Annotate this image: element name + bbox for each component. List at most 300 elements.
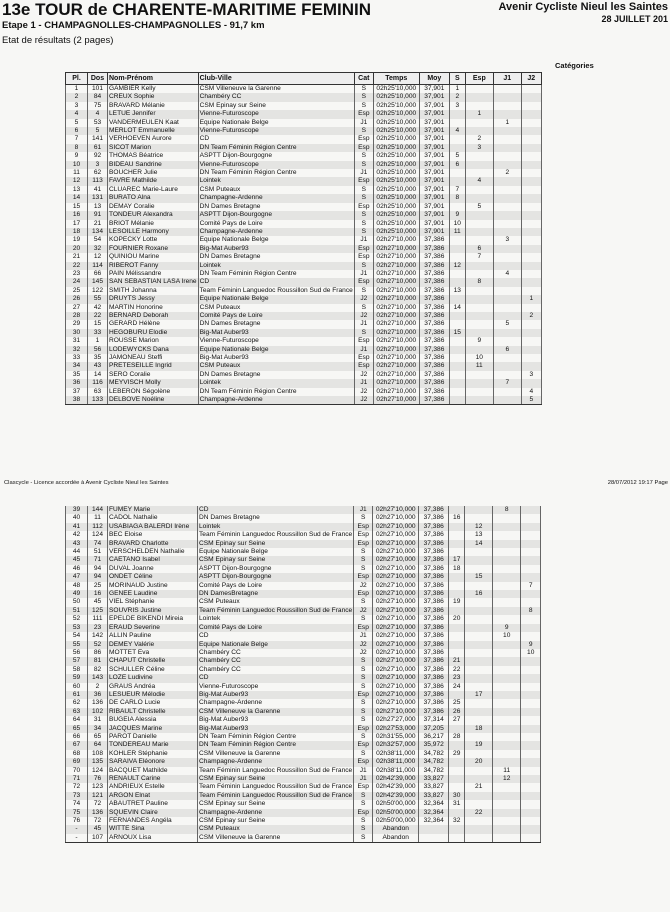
rank-esp-cell: 7: [465, 253, 493, 261]
bib-cell: 107: [88, 834, 108, 843]
average-speed-cell: 33,827: [419, 792, 449, 800]
rank-j2-cell: [521, 228, 541, 236]
time-cell: 02h27'10,000: [373, 548, 419, 556]
rank-cell: 47: [66, 573, 88, 581]
rank-s-cell: [449, 540, 465, 548]
rank-j2-cell: [521, 548, 541, 556]
category-cell: J2: [354, 312, 373, 320]
rank-esp-cell: [465, 346, 493, 354]
table-row: [66, 161, 542, 169]
club-city-cell: CSM Epinay sur Seine: [198, 775, 354, 783]
rank-j2-cell: [521, 329, 541, 337]
rank-s-cell: [449, 725, 465, 733]
table-row: [66, 379, 542, 387]
rank-cell: 23: [66, 270, 88, 278]
rank-j2-cell: [521, 741, 541, 749]
category-cell: S: [354, 666, 373, 674]
rank-s-cell: 3: [449, 102, 465, 110]
rank-cell: 26: [66, 295, 88, 303]
time-cell: 02h27'10,000: [373, 666, 419, 674]
club-city-cell: CSM Villeneuve la Garenne: [198, 834, 354, 843]
rank-esp-cell: [465, 641, 493, 649]
time-cell: 02h25'10,000: [373, 228, 419, 236]
rank-esp-cell: [465, 598, 493, 606]
category-cell: Esp: [354, 362, 373, 370]
time-cell: 02h27'10,000: [373, 514, 419, 522]
bib-cell: 76: [88, 775, 108, 783]
club-city-cell: Champagne-Ardenne: [198, 809, 354, 817]
category-cell: J1: [354, 346, 373, 354]
average-speed-cell: 32,364: [419, 817, 449, 825]
average-speed-cell: 37,386: [419, 362, 449, 370]
average-speed-cell: 37,901: [419, 169, 449, 177]
time-cell: 02h27'10,000: [373, 287, 419, 295]
time-cell: 02h27'10,000: [373, 632, 419, 640]
club-city-cell: CSM Villeneuve la Garenne: [198, 708, 354, 716]
club-city-cell: CSM Epinay sur Seine: [198, 540, 354, 548]
rank-j2-cell: [521, 775, 541, 783]
average-speed-cell: 37,386: [419, 295, 449, 303]
rank-j1-cell: [493, 825, 521, 833]
club-city-cell: Big-Mat Auber93: [198, 691, 354, 699]
rank-cell: 43: [66, 540, 88, 548]
rank-cell: 67: [66, 741, 88, 749]
bib-cell: 35: [88, 354, 108, 362]
average-speed-cell: 37,901: [419, 93, 449, 101]
table-row: [66, 194, 542, 202]
rank-esp-cell: [465, 371, 493, 379]
average-speed-cell: 37,386: [419, 523, 449, 531]
category-cell: J2: [354, 607, 373, 615]
table-row: [66, 750, 541, 758]
club-city-cell: Champagne-Ardenne: [198, 758, 354, 766]
club-city-cell: Vienne-Futuroscope: [198, 683, 354, 691]
table-row: [66, 657, 541, 665]
time-cell: 02h25'10,000: [373, 85, 419, 94]
rank-j1-cell: [493, 691, 521, 699]
bib-cell: 145: [88, 278, 108, 286]
rank-s-cell: [449, 371, 465, 379]
rank-j1-cell: [493, 573, 521, 581]
bib-cell: 74: [88, 540, 108, 548]
average-speed-cell: 37,386: [419, 388, 449, 396]
category-cell: Esp: [354, 278, 373, 286]
table-row: [66, 253, 542, 261]
rider-name-cell: MORINAUD Justine: [108, 582, 198, 590]
time-cell: 02h27'10,000: [373, 590, 419, 598]
rank-j1-cell: 2: [493, 169, 521, 177]
rank-esp-cell: [465, 514, 493, 522]
rank-j2-cell: [521, 379, 541, 387]
rank-esp-cell: [465, 775, 493, 783]
rank-j1-cell: 8: [493, 506, 521, 514]
rank-cell: 62: [66, 699, 88, 707]
time-cell: 02h50'00,000: [373, 817, 419, 825]
rider-name-cell: DE CARLO Lucie: [108, 699, 198, 707]
table-row: [66, 388, 542, 396]
bib-cell: 142: [88, 632, 108, 640]
time-cell: 02h27'10,000: [373, 270, 419, 278]
average-speed-cell: 37,386: [419, 278, 449, 286]
average-speed-cell: 37,386: [419, 287, 449, 295]
rank-cell: 48: [66, 582, 88, 590]
category-cell: Esp: [354, 741, 373, 749]
rank-j2-cell: [521, 152, 541, 160]
bib-cell: 122: [88, 287, 108, 295]
rank-s-cell: 32: [449, 817, 465, 825]
rank-cell: 54: [66, 632, 88, 640]
rank-cell: 64: [66, 716, 88, 724]
average-speed-cell: 34,782: [419, 767, 449, 775]
rank-j2-cell: [521, 674, 541, 682]
rank-j1-cell: [493, 388, 521, 396]
rank-j2-cell: [521, 177, 541, 185]
table-row: [66, 203, 542, 211]
bib-cell: 5: [88, 127, 108, 135]
rank-esp-cell: 5: [465, 203, 493, 211]
club-city-cell: Equipe Nationale Belge: [198, 236, 354, 244]
rider-name-cell: DRUYTS Jessy: [108, 295, 199, 303]
category-cell: Esp: [354, 531, 373, 539]
average-speed-cell: 37,386: [419, 531, 449, 539]
category-cell: S: [354, 792, 373, 800]
rider-name-cell: SMITH Johanna: [108, 287, 199, 295]
table-row: [66, 691, 541, 699]
rank-j2-cell: [521, 514, 541, 522]
bib-cell: 84: [88, 93, 108, 101]
rank-j2-cell: 8: [521, 607, 541, 615]
rank-s-cell: 22: [449, 666, 465, 674]
rank-j1-cell: [493, 683, 521, 691]
average-speed-cell: 32,364: [419, 800, 449, 808]
table-row: [66, 127, 542, 135]
table-row: [66, 758, 541, 766]
category-cell: S: [354, 85, 373, 94]
col-header-dos: Dos: [88, 73, 108, 85]
category-cell: S: [354, 514, 373, 522]
time-cell: 02h27'10,000: [373, 683, 419, 691]
category-cell: J1: [354, 632, 373, 640]
club-city-cell: Comité Pays de Loire: [198, 220, 354, 228]
average-speed-cell: [419, 825, 449, 833]
table-row: [66, 287, 542, 295]
club-city-cell: Vienne-Futuroscope: [198, 110, 354, 118]
time-cell: 02h25'10,000: [373, 177, 419, 185]
rank-cell: 36: [66, 379, 88, 387]
rank-esp-cell: 13: [465, 531, 493, 539]
rank-cell: 52: [66, 615, 88, 623]
bib-cell: 1: [88, 337, 108, 345]
rank-s-cell: 12: [449, 262, 465, 270]
average-speed-cell: 37,386: [419, 683, 449, 691]
rank-s-cell: 8: [449, 194, 465, 202]
rank-j2-cell: [521, 287, 541, 295]
table-row: [66, 329, 542, 337]
rank-cell: 10: [66, 161, 88, 169]
rank-cell: 69: [66, 758, 88, 766]
club-city-cell: DN Dames Bretagne: [198, 371, 354, 379]
rank-j1-cell: [493, 177, 521, 185]
club-city-cell: Equipe Nationale Belge: [198, 641, 354, 649]
bib-cell: 45: [88, 825, 108, 833]
rank-esp-cell: [465, 287, 493, 295]
table-row: [66, 320, 542, 328]
rank-j1-cell: [493, 253, 521, 261]
bib-cell: 112: [88, 523, 108, 531]
rank-j1-cell: [493, 127, 521, 135]
rank-cell: 76: [66, 817, 88, 825]
rider-name-cell: MEYVISCH Molly: [108, 379, 199, 387]
category-cell: S: [354, 598, 373, 606]
rank-j2-cell: [521, 834, 541, 843]
rider-name-cell: CADOL Nathalie: [108, 514, 198, 522]
bib-cell: 125: [88, 607, 108, 615]
rank-j1-cell: [493, 649, 521, 657]
rank-esp-cell: [465, 220, 493, 228]
category-cell: J1: [354, 379, 373, 387]
bib-cell: 56: [88, 346, 108, 354]
rider-name-cell: USABIAGA BALERDI Irène: [108, 523, 198, 531]
time-cell: 02h25'10,000: [373, 152, 419, 160]
average-speed-cell: 37,901: [419, 194, 449, 202]
category-cell: S: [354, 152, 373, 160]
time-cell: 02h27'10,000: [373, 236, 419, 244]
rank-s-cell: 17: [449, 556, 465, 564]
rank-esp-cell: [465, 767, 493, 775]
rank-j1-cell: [493, 531, 521, 539]
bib-cell: 62: [88, 169, 108, 177]
rank-j2-cell: [521, 135, 541, 143]
average-speed-cell: 37,386: [419, 607, 449, 615]
club-city-cell: Big-Mat Auber93: [198, 245, 354, 253]
rider-name-cell: LETUE Jennifer: [108, 110, 199, 118]
rank-cell: 61: [66, 691, 88, 699]
rank-j1-cell: [493, 708, 521, 716]
rank-j2-cell: [521, 531, 541, 539]
results-table-page-2: [65, 506, 541, 843]
rank-j2-cell: 10: [521, 649, 541, 657]
bib-cell: 101: [88, 85, 108, 94]
rider-name-cell: SARAIVA Eléonore: [108, 758, 198, 766]
rank-esp-cell: [465, 792, 493, 800]
rider-name-cell: BEC Eloise: [108, 531, 198, 539]
table-row: [66, 548, 541, 556]
rank-j2-cell: [521, 346, 541, 354]
rank-cell: 72: [66, 783, 88, 791]
average-speed-cell: 37,386: [419, 657, 449, 665]
rank-j1-cell: [493, 85, 521, 94]
rider-name-cell: EPELDE BIKENDI Mireia: [108, 615, 198, 623]
rank-cell: 53: [66, 624, 88, 632]
average-speed-cell: 37,386: [419, 615, 449, 623]
average-speed-cell: 37,901: [419, 203, 449, 211]
club-city-cell: Team Féminin Languedoc Roussillon Sud de France: [199, 783, 353, 791]
category-cell: S: [354, 186, 373, 194]
average-speed-cell: 37,386: [419, 506, 449, 514]
bib-cell: 31: [88, 716, 108, 724]
club-city-cell: Lointek: [198, 379, 354, 387]
average-speed-cell: 37,901: [419, 85, 449, 94]
club-city-cell: Comité Pays de Loire: [198, 624, 354, 632]
rider-name-cell: MERLOT Emmanuelle: [108, 127, 199, 135]
time-cell: 02h50'00,000: [373, 800, 419, 808]
table-row: [66, 514, 541, 522]
category-cell: S: [354, 304, 373, 312]
table-row: [66, 119, 542, 127]
rank-s-cell: [449, 582, 465, 590]
bib-cell: 33: [88, 329, 108, 337]
rank-j2-cell: 4: [521, 388, 541, 396]
rank-cell: 1: [66, 85, 88, 94]
rider-name-cell: WITTE Sina: [108, 825, 198, 833]
rank-s-cell: 7: [449, 186, 465, 194]
rank-s-cell: [449, 590, 465, 598]
table-row: [66, 573, 541, 581]
bib-cell: 61: [88, 144, 108, 152]
time-cell: 02h27'10,000: [373, 362, 419, 370]
rank-j2-cell: [521, 758, 541, 766]
time-cell: 02h42'39,000: [373, 775, 419, 783]
rider-name-cell: PAIN Mélissandre: [108, 270, 199, 278]
average-speed-cell: 37,386: [419, 548, 449, 556]
rank-cell: 75: [66, 809, 88, 817]
category-cell: J1: [354, 775, 373, 783]
rank-j2-cell: [521, 809, 541, 817]
rank-j2-cell: [521, 211, 541, 219]
rank-j1-cell: [493, 817, 521, 825]
rank-j2-cell: [521, 624, 541, 632]
rank-j1-cell: [493, 716, 521, 724]
rank-j2-cell: [521, 278, 541, 286]
table-row: [66, 186, 542, 194]
rank-s-cell: 16: [449, 514, 465, 522]
rank-cell: 51: [66, 607, 88, 615]
table-row: [66, 169, 542, 177]
table-row: [66, 783, 541, 791]
rank-j2-cell: [521, 716, 541, 724]
category-cell: J2: [354, 388, 373, 396]
rank-s-cell: 1: [449, 85, 465, 94]
rank-s-cell: 26: [449, 708, 465, 716]
rank-j1-cell: [493, 93, 521, 101]
club-city-cell: DN Dames Bretagne: [198, 320, 354, 328]
rank-j1-cell: [493, 523, 521, 531]
time-cell: 02h25'10,000: [373, 135, 419, 143]
stage-info: Etape 1 - CHAMPAGNOLLES-CHAMPAGNOLLES - 91,7 km: [2, 20, 265, 31]
bib-cell: 63: [88, 388, 108, 396]
time-cell: 02h42'39,000: [373, 792, 419, 800]
average-speed-cell: 37,386: [419, 236, 449, 244]
average-speed-cell: 34,782: [419, 750, 449, 758]
rank-j2-cell: [521, 236, 541, 244]
table-row: [66, 649, 541, 657]
rank-cell: 38: [66, 396, 88, 405]
club-city-cell: Big-Mat Auber93: [198, 716, 354, 724]
rank-esp-cell: [465, 674, 493, 682]
rank-esp-cell: [465, 262, 493, 270]
rider-name-cell: LESOILLE Harmony: [108, 228, 199, 236]
average-speed-cell: 37,901: [419, 228, 449, 236]
rank-s-cell: [449, 253, 465, 261]
bib-cell: 45: [88, 598, 108, 606]
category-cell: S: [354, 750, 373, 758]
rank-esp-cell: [465, 236, 493, 244]
time-cell: 02h27'10,000: [373, 329, 419, 337]
rank-s-cell: [449, 354, 465, 362]
rank-esp-cell: 17: [465, 691, 493, 699]
rank-j2-cell: [521, 733, 541, 741]
rank-j2-cell: [521, 598, 541, 606]
rank-s-cell: [449, 169, 465, 177]
category-cell: J1: [354, 236, 373, 244]
rank-j2-cell: [521, 253, 541, 261]
category-cell: Esp: [354, 590, 373, 598]
club-city-cell: ASPTT Dijon-Bourgogne: [198, 211, 354, 219]
category-cell: J2: [354, 371, 373, 379]
category-cell: S: [354, 287, 373, 295]
club-city-cell: Chambéry CC: [198, 666, 354, 674]
rank-cell: 21: [66, 253, 88, 261]
time-cell: 02h42'39,000: [373, 783, 419, 791]
bib-cell: 141: [88, 135, 108, 143]
rider-name-cell: BOUCHER Julie: [108, 169, 199, 177]
category-cell: Esp: [354, 110, 373, 118]
rank-j2-cell: 2: [521, 312, 541, 320]
rider-name-cell: BUGEIA Alessia: [108, 716, 198, 724]
rank-cell: 46: [66, 565, 88, 573]
rank-esp-cell: [465, 85, 493, 94]
table-row: [66, 304, 542, 312]
rank-s-cell: [449, 624, 465, 632]
club-city-cell: Big-Mat Auber93: [198, 725, 354, 733]
rank-j1-cell: [493, 354, 521, 362]
rank-j1-cell: 6: [493, 346, 521, 354]
average-speed-cell: 37,386: [419, 329, 449, 337]
average-speed-cell: 37,901: [419, 177, 449, 185]
time-cell: 02h27'10,000: [373, 607, 419, 615]
bib-cell: 72: [88, 817, 108, 825]
rank-s-cell: 6: [449, 161, 465, 169]
club-city-cell: CSM Epinay sur Seine: [198, 800, 354, 808]
rider-name-cell: JACQUES Marine: [108, 725, 198, 733]
table-row: [66, 102, 542, 110]
rank-j1-cell: [493, 657, 521, 665]
rank-cell: 59: [66, 674, 88, 682]
club-city-cell: Team Féminin Languedoc Roussillon Sud de France: [199, 531, 353, 539]
rank-cell: 37: [66, 388, 88, 396]
rank-s-cell: [449, 548, 465, 556]
club-city-cell: Chambéry CC: [198, 649, 354, 657]
rank-esp-cell: 20: [465, 758, 493, 766]
rank-esp-cell: [465, 169, 493, 177]
bib-cell: 4: [88, 110, 108, 118]
rank-esp-cell: [465, 228, 493, 236]
average-speed-cell: 37,386: [419, 632, 449, 640]
rank-cell: 25: [66, 287, 88, 295]
rank-j1-cell: 12: [493, 775, 521, 783]
bib-cell: 42: [88, 304, 108, 312]
rank-esp-cell: [465, 312, 493, 320]
time-cell: 02h27'10,000: [373, 506, 419, 514]
rider-name-cell: HEGOBURU Elodie: [108, 329, 199, 337]
rank-j1-cell: 9: [493, 624, 521, 632]
category-cell: S: [354, 329, 373, 337]
bib-cell: 2: [88, 683, 108, 691]
club-city-cell: Lointek: [198, 262, 354, 270]
rank-j1-cell: [493, 809, 521, 817]
average-speed-cell: 37,386: [419, 540, 449, 548]
rider-name-cell: GERARD Hélène: [108, 320, 199, 328]
